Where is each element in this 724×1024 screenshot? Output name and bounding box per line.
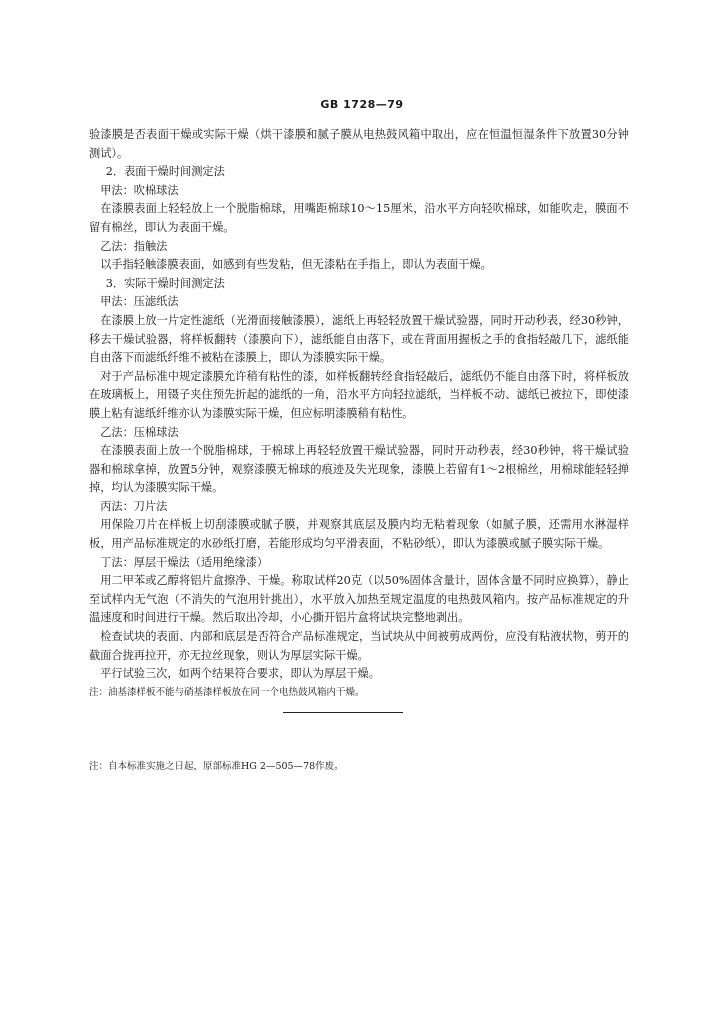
paragraph-filter-paper: 在漆膜上放一片定性滤纸（光滑面接触漆膜），滤纸上再轻轻放置干燥试验器，同时开动秒表，经30秒钟，移去干燥试验器，将样板翻转（漆膜向下），滤纸能自由落下，或在背面用握板之手的食指轻敲几下，滤纸能自由落下而滤纸纤维不被粘在漆膜上，即认为漆膜实际干燥。	[89, 313, 629, 365]
paragraph-thick-layer-procedure: 用二甲苯或乙醇将铝片盒擦净、干燥。称取试样20克（以50%固体含量计，固体含量不同时应换算），静止至试样内无气泡（不消失的气泡用针挑出），水平放入加热至规定温度的电热鼓风箱内。按产品标准规定的升温速度和时间进行干燥。然后取出冷却，小心撕开铝片盒将试块完整地剥出。	[89, 574, 629, 625]
footnote-supersede: 注：自本标准实施之日起，原部标准HG 2—505—78作废。	[89, 761, 344, 772]
section-heading-surface-dry: 2．表面干燥时间测定法	[105, 165, 225, 179]
paragraph-parallel-tests: 平行试验三次，如两个结果符合要求，即认为厚层干燥。	[100, 667, 380, 681]
method-heading-filter-paper: 甲法：压滤纸法	[100, 295, 179, 309]
paragraph-thick-layer-inspection: 检查试块的表面、内部和底层是否符合产品标准规定，当试块从中间被剪成两份，应没有粘液状物，剪开的截面合拢再拉开，亦无拉丝现象，则认为厚层实际干燥。	[89, 630, 629, 662]
method-heading-thick-layer: 丁法：厚层干燥法（适用绝缘漆）	[100, 555, 269, 569]
method-heading-cotton-press: 乙法：压棉球法	[100, 425, 179, 439]
end-rule-divider	[283, 712, 403, 713]
paragraph-filter-paper-tacky: 对于产品标准中规定漆膜允许稍有粘性的漆，如样板翻转经食指轻敲后，滤纸仍不能自由落下时，将样板放在玻璃板上，用镊子夹住预先折起的滤纸的一角，沿水平方向轻拉滤纸，当样板不动、滤纸已被拉下，即使漆膜上粘有滤纸纤维亦认为漆膜实际干燥，但应标明漆膜稍有粘性。	[89, 369, 629, 420]
document-body	[89, 126, 629, 702]
paragraph-finger-touch: 以手指轻触漆膜表面，如感到有些发粘，但无漆粘在手指上，即认为表面干燥。	[100, 258, 492, 272]
note-oven-separation: 注：油基漆样板不能与硝基漆样板放在同一个电热鼓风箱内干燥。	[89, 686, 365, 698]
method-heading-blade: 丙法：刀片法	[100, 499, 168, 513]
method-heading-cotton-blow: 甲法：吹棉球法	[100, 183, 179, 197]
method-heading-finger-touch: 乙法：指触法	[100, 239, 168, 253]
paragraph-cotton-press: 在漆膜表面上放一个脱脂棉球，于棉球上再轻轻放置干燥试验器，同时开动秒表，经30秒钟，将干燥试验器和棉球拿掉，放置5分钟，观察漆膜无棉球的痕迹及失光现象，漆膜上若留有1～2根棉丝，用棉球能轻轻掸掉，均认为漆膜实际干燥。	[89, 444, 629, 495]
paragraph-intro-continuation: 验漆膜是否表面干燥或实际干燥（烘干漆膜和腻子膜从电热鼓风箱中取出，应在恒温恒湿条件下放置30分钟测试）。	[89, 128, 629, 160]
section-heading-hard-dry: 3．实际干燥时间测定法	[105, 276, 225, 290]
standard-number-header: GB 1728—79	[320, 98, 404, 111]
paragraph-cotton-blow: 在漆膜表面上轻轻放上一个脱脂棉球，用嘴距棉球10～15厘米，沿水平方向轻吹棉球，如能吹走，膜面不留有棉丝，即认为表面干燥。	[89, 202, 629, 234]
paragraph-blade: 用保险刀片在样板上切刮漆膜或腻子膜，并观察其底层及膜内均无粘着现象（如腻子膜，还需用水淋湿样板，用产品标准规定的水砂纸打磨，若能形成均匀平滑表面，不粘砂纸），即认为漆膜或腻子膜实际干燥。	[89, 518, 629, 551]
